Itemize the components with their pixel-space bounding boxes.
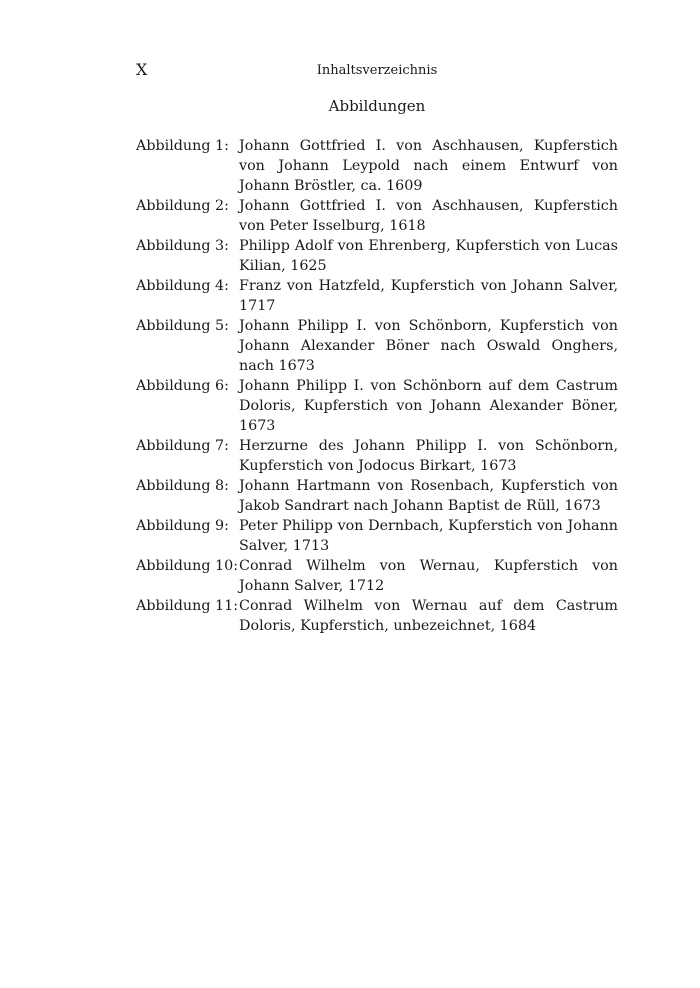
figure-label: Abbildung 8: — [136, 478, 229, 494]
figure-entry — [136, 476, 618, 516]
figure-list — [136, 136, 618, 636]
figure-label: Abbildung 10: — [136, 558, 239, 574]
figure-label: Abbildung 3: — [136, 238, 229, 254]
book-page — [136, 0, 618, 988]
figure-caption: Conrad Wilhelm von Wernau, Kupferstich von Johann Salver, 1712 — [239, 558, 618, 594]
figure-caption: Peter Philipp von Dernbach, Kupferstich von Johann Salver, 1713 — [239, 518, 618, 554]
figure-caption: Franz von Hatzfeld, Kupferstich von Johann Salver, 1717 — [239, 278, 618, 314]
figure-caption: Johann Hartmann von Rosenbach, Kupferstich von Jakob Sandrart nach Johann Baptist de Rüll, 1673 — [239, 478, 618, 514]
figure-caption: Johann Gottfried I. von Aschhausen, Kupferstich von Peter Isselburg, 1618 — [239, 198, 618, 234]
figure-label: Abbildung 7: — [136, 438, 229, 454]
figure-label: Abbildung 9: — [136, 518, 229, 534]
figure-label: Abbildung 1: — [136, 138, 229, 154]
figure-entry — [136, 376, 618, 436]
figure-label: Abbildung 11: — [136, 598, 239, 614]
figure-entry — [136, 276, 618, 316]
figure-caption: Philipp Adolf von Ehrenberg, Kupferstich von Lucas Kilian, 1625 — [239, 238, 618, 274]
figure-entry — [136, 316, 618, 376]
figure-entry — [136, 596, 618, 636]
figure-entry — [136, 136, 618, 196]
running-head: Inhaltsverzeichnis — [316, 63, 438, 78]
figure-label: Abbildung 5: — [136, 318, 229, 334]
figure-entry — [136, 236, 618, 276]
figure-label: Abbildung 4: — [136, 278, 229, 294]
figure-caption: Conrad Wilhelm von Wernau auf dem Castrum Doloris, Kupferstich, unbezeichnet, 1684 — [239, 598, 618, 634]
section-title: Abbildungen — [328, 97, 426, 115]
figure-caption: Johann Philipp I. von Schönborn, Kupferstich von Johann Alexander Böner nach Oswald Onghers, nach 1673 — [239, 318, 618, 374]
page-number: X — [136, 60, 148, 79]
figure-entry — [136, 436, 618, 476]
figure-caption: Johann Gottfried I. von Aschhausen, Kupferstich von Johann Leypold nach einem Entwurf von Johann Bröstler, ca. 1609 — [239, 138, 618, 194]
figure-label: Abbildung 2: — [136, 198, 229, 214]
figure-entry — [136, 196, 618, 236]
figure-caption: Herzurne des Johann Philipp I. von Schönborn, Kupferstich von Jodocus Birkart, 1673 — [239, 438, 618, 474]
figure-entry — [136, 516, 618, 556]
figure-label: Abbildung 6: — [136, 378, 229, 394]
figure-caption: Johann Philipp I. von Schönborn auf dem Castrum Doloris, Kupferstich von Johann Alexander Böner, 1673 — [239, 378, 618, 434]
figure-entry — [136, 556, 618, 596]
